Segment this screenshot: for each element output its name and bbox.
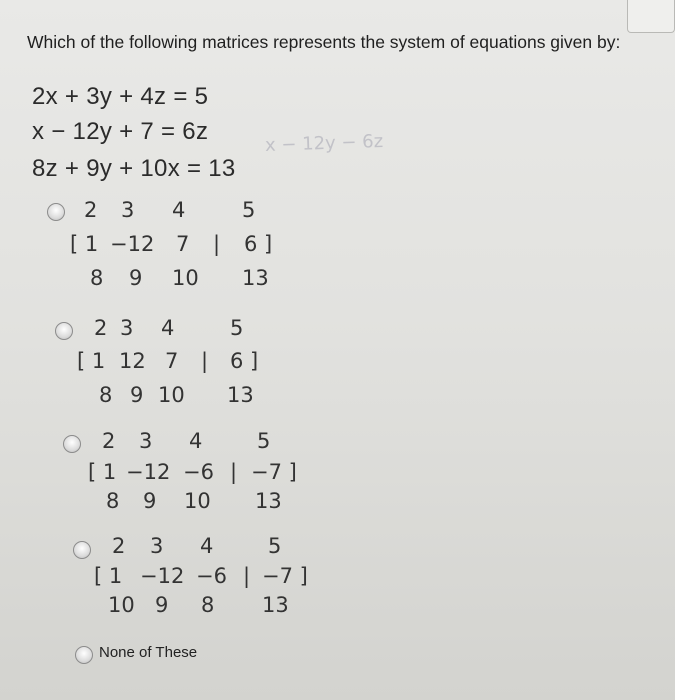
option-b-radio[interactable] [55,322,73,340]
matrix-cell: 8 [99,383,113,407]
matrix-cell: 3 [150,534,164,558]
matrix-cell: −12 [140,564,185,588]
matrix-cell: −7 ] [262,564,308,588]
matrix-cell: −6 [196,564,227,588]
matrix-cell: 9 [143,489,157,513]
matrix-cell: 7 [176,232,190,256]
pencil-scribble: x − 12y − 6z [264,130,384,157]
matrix-cell: 2 [94,316,108,340]
matrix-cell: 6 ] [244,232,273,256]
matrix-cell: [ 1 [94,564,123,588]
matrix-cell: 5 [257,429,271,453]
matrix-cell: 2 [112,534,126,558]
matrix-cell: [ 1 [88,460,117,484]
matrix-cell: 5 [230,316,244,340]
matrix-cell: −12 [126,460,171,484]
matrix-cell: 4 [161,316,175,340]
option-none-radio[interactable] [75,646,93,664]
matrix-cell: 10 [184,489,211,513]
equation-1: 2x + 3y + 4z = 5 [32,83,209,110]
matrix-cell: 13 [242,266,269,290]
matrix-cell: 4 [200,534,214,558]
matrix-cell: 4 [172,198,186,222]
matrix-cell: [ 1 [77,349,106,373]
matrix-cell: 10 [108,593,135,617]
matrix-cell: 3 [139,429,153,453]
matrix-cell: 13 [255,489,282,513]
option-d-radio[interactable] [73,541,91,559]
option-a-radio[interactable] [47,203,65,221]
matrix-cell: 3 [121,198,135,222]
matrix-cell: −12 [110,232,155,256]
matrix-cell: 7 [165,349,179,373]
matrix-cell: −7 ] [251,460,297,484]
question-text: Which of the following matrices represents the system of equations given by: [27,32,621,52]
corner-tab [627,0,675,33]
matrix-divider: | [243,564,251,588]
matrix-cell: 5 [268,534,282,558]
equation-3: 8z + 9y + 10x = 13 [32,155,236,182]
matrix-cell: 8 [90,266,104,290]
matrix-cell: 12 [119,349,146,373]
matrix-cell: 13 [262,593,289,617]
matrix-cell: 2 [102,429,116,453]
matrix-cell: [ 1 [70,232,99,256]
matrix-cell: 9 [130,383,144,407]
matrix-cell: 3 [120,316,134,340]
matrix-cell: 8 [201,593,215,617]
matrix-cell: 13 [227,383,254,407]
matrix-divider: | [230,460,238,484]
matrix-divider: | [201,349,209,373]
matrix-cell: 9 [129,266,143,290]
matrix-cell: −6 [183,460,214,484]
option-none-label: None of These [99,644,198,661]
matrix-divider: | [213,232,221,256]
matrix-cell: 10 [172,266,199,290]
matrix-cell: 8 [106,489,120,513]
matrix-cell: 6 ] [230,349,259,373]
matrix-cell: 10 [158,383,185,407]
equation-2: x − 12y + 7 = 6z [32,118,209,145]
option-c-radio[interactable] [63,435,81,453]
matrix-cell: 9 [155,593,169,617]
matrix-cell: 2 [84,198,98,222]
matrix-cell: 4 [189,429,203,453]
matrix-cell: 5 [242,198,256,222]
